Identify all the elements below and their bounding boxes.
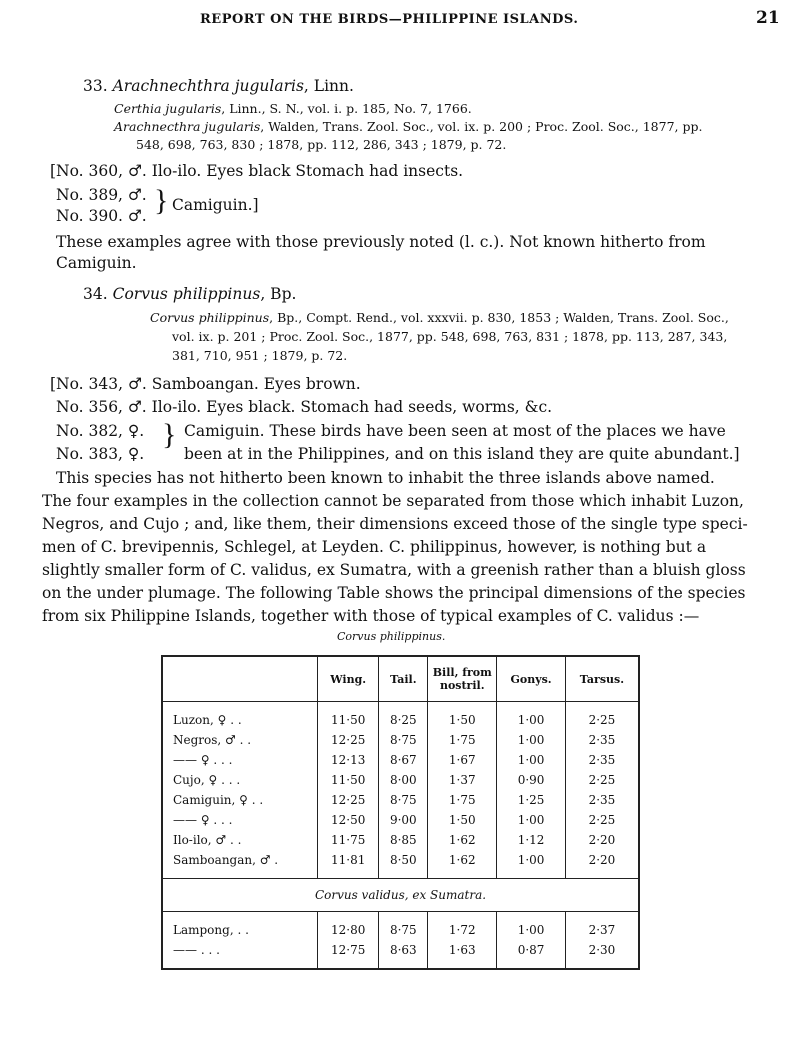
cell-value: 2·25 [565, 770, 639, 790]
table-header-row [162, 656, 639, 702]
row-label: Negros, ♂ . . [173, 733, 252, 747]
row-label: Cujo, ♀ . . . [173, 773, 241, 787]
citation-cont: 548, 698, 763, 830 ; 1878, pp. 112, 286, 343 ; 1879, p. 72. [136, 137, 507, 152]
species-number: 34. [83, 285, 108, 303]
running-header: REPORT ON THE BIRDS—PHILIPPINE ISLANDS. [200, 12, 579, 27]
table-caption: Corvus philippinus. [337, 630, 446, 643]
cell-value: 1·12 [497, 830, 566, 850]
species-name: Corvus philippinus [112, 285, 261, 303]
paragraph-line: slightly smaller form of C. validus, ex Sumatra, with a greenish rather than a bluish gloss [42, 561, 746, 579]
citation-cont: vol. ix. p. 201 ; Proc. Zool. Soc., 1877, pp. 548, 698, 763, 831 ; 1878, pp. 113, 287, 343, [172, 329, 728, 344]
citation [114, 101, 472, 116]
specimen-line: No. 389, ♂. [56, 186, 147, 204]
col-header: Gonys. [497, 656, 566, 702]
specimen-line: [No. 360, ♂. Ilo-ilo. Eyes black Stomach had insects. [50, 162, 464, 180]
table-row [162, 750, 639, 770]
cell-value: 1·00 [497, 710, 566, 730]
specimen-line: No. 356, ♂. Ilo-ilo. Eyes black. Stomach had seeds, worms, &c. [56, 398, 553, 416]
table-row [162, 710, 639, 730]
col-header [162, 656, 318, 702]
row-label: —— ♀ . . . [173, 753, 233, 767]
brace: } [162, 418, 177, 451]
cell-value: 2·20 [565, 830, 639, 850]
specimen-line: No. 390. ♂. [56, 207, 147, 225]
specimen-note: been at in the Philippines, and on this island they are quite abundant.] [184, 445, 740, 463]
row-label: —— . . . [173, 943, 220, 957]
cell-value: 2·25 [565, 810, 639, 830]
col-header: Tail. [379, 656, 428, 702]
cell-value: 8·63 [379, 940, 428, 960]
cell-value: 1·50 [428, 810, 497, 830]
species-number: 33. [83, 77, 108, 95]
col-header: Bill, from nostril. [428, 656, 497, 702]
cell-value: 2·35 [565, 730, 639, 750]
paragraph-line: men of C. brevipennis, Schlegel, at Leyden. C. philippinus, however, is nothing but a [42, 538, 707, 556]
species-heading-34 [83, 285, 296, 303]
cell-value: 12·13 [318, 750, 379, 770]
table-row [162, 730, 639, 750]
cell-value: 1·75 [428, 730, 497, 750]
cell-value: 0·87 [497, 940, 566, 960]
paragraph-line: from six Philippine Islands, together with those of typical examples of C. validus :— [42, 607, 700, 625]
species-author: , Bp. [260, 285, 297, 303]
cell-value: 12·25 [318, 790, 379, 810]
citation [150, 310, 729, 325]
cell-value: 11·75 [318, 830, 379, 850]
specimen-line: No. 383, ♀. [56, 445, 145, 463]
cell-value: 1·62 [428, 850, 497, 870]
row-label: —— ♀ . . . [173, 813, 233, 827]
citation-text: , Bp., Compt. Rend., vol. xxxvii. p. 830, 1853 ; Walden, Trans. Zool. Soc., [269, 310, 729, 325]
section-label: Corvus validus, ex Sumatra. [162, 879, 639, 912]
paragraph-line: on the under plumage. The following Table shows the principal dimensions of the species [42, 584, 746, 602]
row-label: Ilo-ilo, ♂ . . [173, 833, 242, 847]
cell-value: 2·37 [565, 920, 639, 940]
table-row [162, 770, 639, 790]
cell-value: 1·00 [497, 730, 566, 750]
table-row [162, 920, 639, 940]
section-row [162, 879, 639, 912]
cell-value: 1·00 [497, 750, 566, 770]
table-row [162, 790, 639, 810]
locality: Camiguin.] [172, 196, 259, 214]
cell-value: 8·50 [379, 850, 428, 870]
table-row [162, 850, 639, 870]
paragraph-line: The four examples in the collection cannot be separated from those which inhabit Luzon, [42, 492, 744, 510]
cell-value: 12·80 [318, 920, 379, 940]
row-label: Luzon, ♀ . . [173, 713, 242, 727]
cell-value: 8·00 [379, 770, 428, 790]
cell-value: 8·85 [379, 830, 428, 850]
citation-name: Certhia jugularis [114, 101, 222, 116]
paragraph: These examples agree with those previously noted (l. c.). Not known hitherto from [56, 233, 706, 251]
cell-value: 11·50 [318, 710, 379, 730]
species-heading-33 [83, 77, 354, 95]
cell-value: 0·90 [497, 770, 566, 790]
specimen-line: No. 382, ♀. [56, 422, 145, 440]
cell-value: 12·75 [318, 940, 379, 960]
col-header: Tarsus. [565, 656, 639, 702]
cell-value: 12·25 [318, 730, 379, 750]
table-row [162, 940, 639, 960]
paragraph-line: Negros, and Cujo ; and, like them, their dimensions exceed those of the single type speci- [42, 515, 748, 533]
cell-value: 1·72 [428, 920, 497, 940]
citation-name: Corvus philippinus [150, 310, 270, 325]
citation [114, 119, 702, 134]
page-number: 21 [756, 8, 780, 28]
citation-cont: 381, 710, 951 ; 1879, p. 72. [172, 348, 348, 363]
row-label: Camiguin, ♀ . . [173, 793, 264, 807]
cell-value: 11·81 [318, 850, 379, 870]
paragraph: Camiguin. [56, 254, 137, 272]
cell-value: 2·25 [565, 710, 639, 730]
cell-value: 11·50 [318, 770, 379, 790]
cell-value: 2·35 [565, 750, 639, 770]
table-row [162, 830, 639, 850]
specimen-note: Camiguin. These birds have been seen at most of the places we have [184, 422, 726, 440]
cell-value: 1·62 [428, 830, 497, 850]
cell-value: 8·75 [379, 920, 428, 940]
specimen-line: [No. 343, ♂. Samboangan. Eyes brown. [50, 375, 361, 393]
cell-value: 2·30 [565, 940, 639, 960]
cell-value: 8·75 [379, 790, 428, 810]
cell-value: 1·50 [428, 710, 497, 730]
cell-value: 1·75 [428, 790, 497, 810]
col-header: Wing. [318, 656, 379, 702]
citation-name: Arachnecthra jugularis [114, 119, 261, 134]
cell-value: 8·75 [379, 730, 428, 750]
citation-text: , Linn., S. N., vol. i. p. 185, No. 7, 1766. [221, 101, 472, 116]
cell-value: 1·00 [497, 920, 566, 940]
table-row [162, 810, 639, 830]
brace: } [154, 184, 169, 217]
species-name: Arachnechthra jugularis [112, 77, 304, 95]
cell-value: 9·00 [379, 810, 428, 830]
cell-value: 1·67 [428, 750, 497, 770]
cell-value: 8·67 [379, 750, 428, 770]
cell-value: 1·37 [428, 770, 497, 790]
cell-value: 1·00 [497, 850, 566, 870]
cell-value: 1·00 [497, 810, 566, 830]
cell-value: 2·20 [565, 850, 639, 870]
cell-value: 8·25 [379, 710, 428, 730]
citation-text: , Walden, Trans. Zool. Soc., vol. ix. p. 200 ; Proc. Zool. Soc., 1877, pp. [260, 119, 703, 134]
cell-value: 2·35 [565, 790, 639, 810]
row-label: Lampong, . . [173, 923, 249, 937]
paragraph-line: This species has not hitherto been known to inhabit the three islands above named. [56, 469, 715, 487]
cell-value: 1·25 [497, 790, 566, 810]
row-label: Samboangan, ♂ . [173, 853, 279, 867]
species-author: , Linn. [303, 77, 354, 95]
cell-value: 1·63 [428, 940, 497, 960]
dimensions-table [161, 655, 640, 970]
cell-value: 12·50 [318, 810, 379, 830]
